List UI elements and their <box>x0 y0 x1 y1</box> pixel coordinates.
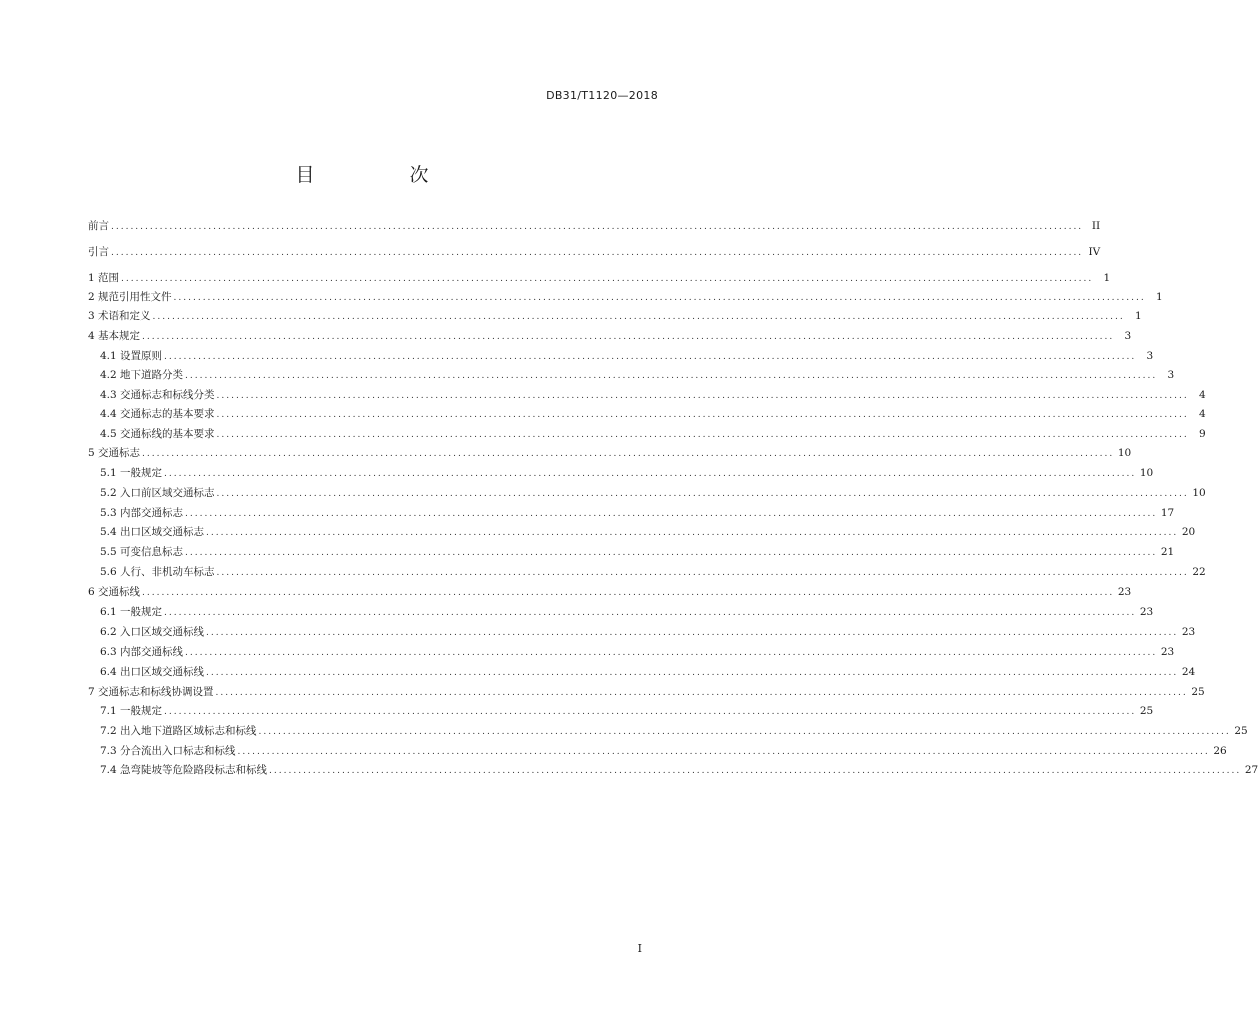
toc-dot-leader: ........................................................................................................................................................................................................ <box>206 628 1179 638</box>
toc-dot-leader: ........................................................................................................................................................................................................ <box>164 707 1137 717</box>
toc-entry-label: 3 术语和定义 <box>88 310 151 322</box>
toc-entry[interactable] <box>100 406 1206 422</box>
toc-dot-leader: ........................................................................................................................................................................................................ <box>185 371 1158 381</box>
toc-entry-page: 10 <box>1139 467 1154 479</box>
toc-entry[interactable] <box>100 604 1154 620</box>
toc-entry[interactable] <box>100 348 1154 364</box>
toc-entry[interactable] <box>100 624 1196 640</box>
toc-dot-leader: ........................................................................................................................................................................................................ <box>164 352 1137 362</box>
toc-entry-page: 26 <box>1213 745 1227 757</box>
toc-dot-leader: ........................................................................................................................................................................................................ <box>164 608 1137 618</box>
toc-entry-label: 5.1 一般规定 <box>100 467 163 479</box>
toc-entry-page: 4 <box>1199 408 1206 420</box>
toc-entry-page: 10 <box>1117 447 1132 459</box>
toc-entry-page: 9 <box>1199 428 1206 440</box>
toc-entry-page: 25 <box>1234 725 1248 737</box>
toc-dot-leader: ........................................................................................................................................................................................................ <box>164 469 1137 479</box>
toc-entry[interactable] <box>88 584 1132 600</box>
toc-dot-leader: ........................................................................................................................................................................................................ <box>206 528 1179 538</box>
toc-entry-label: 5.2 入口前区域交通标志 <box>100 487 215 499</box>
toc-entry-page: 24 <box>1181 666 1196 678</box>
toc-entry-page: 23 <box>1117 586 1132 598</box>
toc-entry-page: 3 <box>1146 350 1154 362</box>
toc-dot-leader: ........................................................................................................................................................................................................ <box>121 274 1094 284</box>
toc-entry-page: 1 <box>1156 291 1163 303</box>
toc-entry[interactable] <box>100 743 1227 759</box>
toc-entry-page: 23 <box>1181 626 1196 638</box>
toc-entry[interactable] <box>88 328 1132 344</box>
toc-entry[interactable] <box>100 544 1175 560</box>
toc-dot-leader: ........................................................................................................................................................................................................ <box>216 410 1189 420</box>
toc-entry[interactable] <box>100 664 1196 680</box>
toc-entry-label: 7.1 一般规定 <box>100 705 163 717</box>
toc-entry-label: 1 范围 <box>88 272 120 284</box>
toc-entry-page: 1 <box>1103 272 1111 284</box>
document-code: DB31/T1120—2018 <box>546 89 658 102</box>
toc-entry-label: 4 基本规定 <box>88 330 141 342</box>
toc-entry-page: II <box>1091 220 1101 232</box>
toc-entry-label: 4.4 交通标志的基本要求 <box>100 408 215 420</box>
toc-entry-label: 引言 <box>88 246 109 258</box>
toc-entry-label: 6.3 内部交通标线 <box>100 646 184 658</box>
toc-dot-leader: ........................................................................................................................................................................................................ <box>142 332 1115 342</box>
toc-dot-leader: ........................................................................................................................................................................................................ <box>185 548 1158 558</box>
toc-entry-page: 3 <box>1124 330 1132 342</box>
toc-entry-label: 7.3 分合流出入口标志和标线 <box>100 745 236 757</box>
toc-entry-label: 6 交通标线 <box>88 586 141 598</box>
toc-entry[interactable] <box>100 524 1196 540</box>
toc-entry[interactable] <box>100 644 1175 660</box>
toc-dot-leader: ........................................................................................................................................................................................................ <box>269 766 1242 776</box>
toc-entry-label: 4.5 交通标线的基本要求 <box>100 428 215 440</box>
toc-entry[interactable] <box>100 505 1175 521</box>
toc-entry-label: 5.6 人行、非机动车标志 <box>100 566 215 578</box>
toc-entry-label: 5.3 内部交通标志 <box>100 507 184 519</box>
toc-entry-page: 27 <box>1244 764 1258 776</box>
toc-entry-label: 4.3 交通标志和标线分类 <box>100 389 215 401</box>
toc-entry[interactable] <box>88 289 1163 305</box>
page-number: I <box>637 942 642 955</box>
toc-dot-leader: ........................................................................................................................................................................................................ <box>216 568 1189 578</box>
toc-entry[interactable] <box>88 684 1205 700</box>
toc-entry-label: 前言 <box>88 220 109 232</box>
toc-entry-label: 5.4 出口区域交通标志 <box>100 526 205 538</box>
page-title: 目 次 <box>295 164 467 186</box>
toc-entry-label: 5.5 可变信息标志 <box>100 546 184 558</box>
toc-dot-leader: ........................................................................................................................................................................................................ <box>237 747 1210 757</box>
toc-dot-leader: ........................................................................................................................................................................................................ <box>185 509 1158 519</box>
toc-entry-label: 4.1 设置原则 <box>100 350 163 362</box>
toc-entry-page: 25 <box>1191 686 1205 698</box>
toc-entry[interactable] <box>100 723 1248 739</box>
toc-entry-page: 1 <box>1135 310 1142 322</box>
toc-entry-page: 23 <box>1139 606 1154 618</box>
toc-entry[interactable] <box>100 426 1206 442</box>
toc-entry-page: 17 <box>1160 507 1175 519</box>
toc-dot-leader: ........................................................................................................................................................................................................ <box>142 588 1115 598</box>
toc-dot-leader: ........................................................................................................................................................................................................ <box>216 391 1189 401</box>
toc-entry[interactable] <box>88 218 1101 234</box>
toc-entry-label: 7.2 出入地下道路区域标志和标线 <box>100 725 257 737</box>
toc-entry[interactable] <box>100 485 1206 501</box>
toc-entry-page: 23 <box>1160 646 1175 658</box>
toc-entry[interactable] <box>100 703 1154 719</box>
toc-dot-leader: ........................................................................................................................................................................................................ <box>152 312 1125 322</box>
toc-entry[interactable] <box>88 445 1132 461</box>
toc-entry[interactable] <box>100 564 1206 580</box>
toc-dot-leader: ........................................................................................................................................................................................................ <box>258 727 1231 737</box>
toc-dot-leader: ........................................................................................................................................................................................................ <box>142 449 1115 459</box>
toc-entry-label: 5 交通标志 <box>88 447 141 459</box>
toc-entry-label: 7 交通标志和标线协调设置 <box>88 686 214 698</box>
toc-entry-page: 25 <box>1139 705 1154 717</box>
toc-dot-leader: ........................................................................................................................................................................................................ <box>111 222 1084 232</box>
toc-entry-label: 6.1 一般规定 <box>100 606 163 618</box>
toc-dot-leader: ........................................................................................................................................................................................................ <box>111 248 1084 258</box>
toc-entry[interactable] <box>100 387 1206 403</box>
toc-entry-label: 2 规范引用性文件 <box>88 291 172 303</box>
toc-entry-label: 4.2 地下道路分类 <box>100 369 184 381</box>
toc-entry[interactable] <box>100 465 1154 481</box>
toc-entry-page: 22 <box>1192 566 1206 578</box>
toc-entry-page: 21 <box>1160 546 1175 558</box>
toc-entry-page: 3 <box>1167 369 1175 381</box>
toc-dot-leader: ........................................................................................................................................................................................................ <box>215 688 1188 698</box>
toc-entry[interactable] <box>100 367 1175 383</box>
toc-entry-label: 6.4 出口区域交通标线 <box>100 666 205 678</box>
toc-entry-label: 6.2 入口区域交通标线 <box>100 626 205 638</box>
toc-entry[interactable] <box>100 762 1258 778</box>
toc-dot-leader: ........................................................................................................................................................................................................ <box>185 648 1158 658</box>
toc-dot-leader: ........................................................................................................................................................................................................ <box>173 293 1146 303</box>
toc-entry-page: IV <box>1088 246 1101 258</box>
toc-dot-leader: ........................................................................................................................................................................................................ <box>216 430 1189 440</box>
toc-dot-leader: ........................................................................................................................................................................................................ <box>216 489 1189 499</box>
toc-entry-page: 10 <box>1192 487 1206 499</box>
toc-dot-leader: ........................................................................................................................................................................................................ <box>206 668 1179 678</box>
toc-entry[interactable] <box>88 244 1101 260</box>
toc-entry-page: 20 <box>1181 526 1196 538</box>
toc-entry-label: 7.4 急弯陡坡等危险路段标志和标线 <box>100 764 268 776</box>
toc-entry[interactable] <box>88 270 1111 286</box>
toc-entry[interactable] <box>88 308 1142 324</box>
toc-entry-page: 4 <box>1199 389 1206 401</box>
